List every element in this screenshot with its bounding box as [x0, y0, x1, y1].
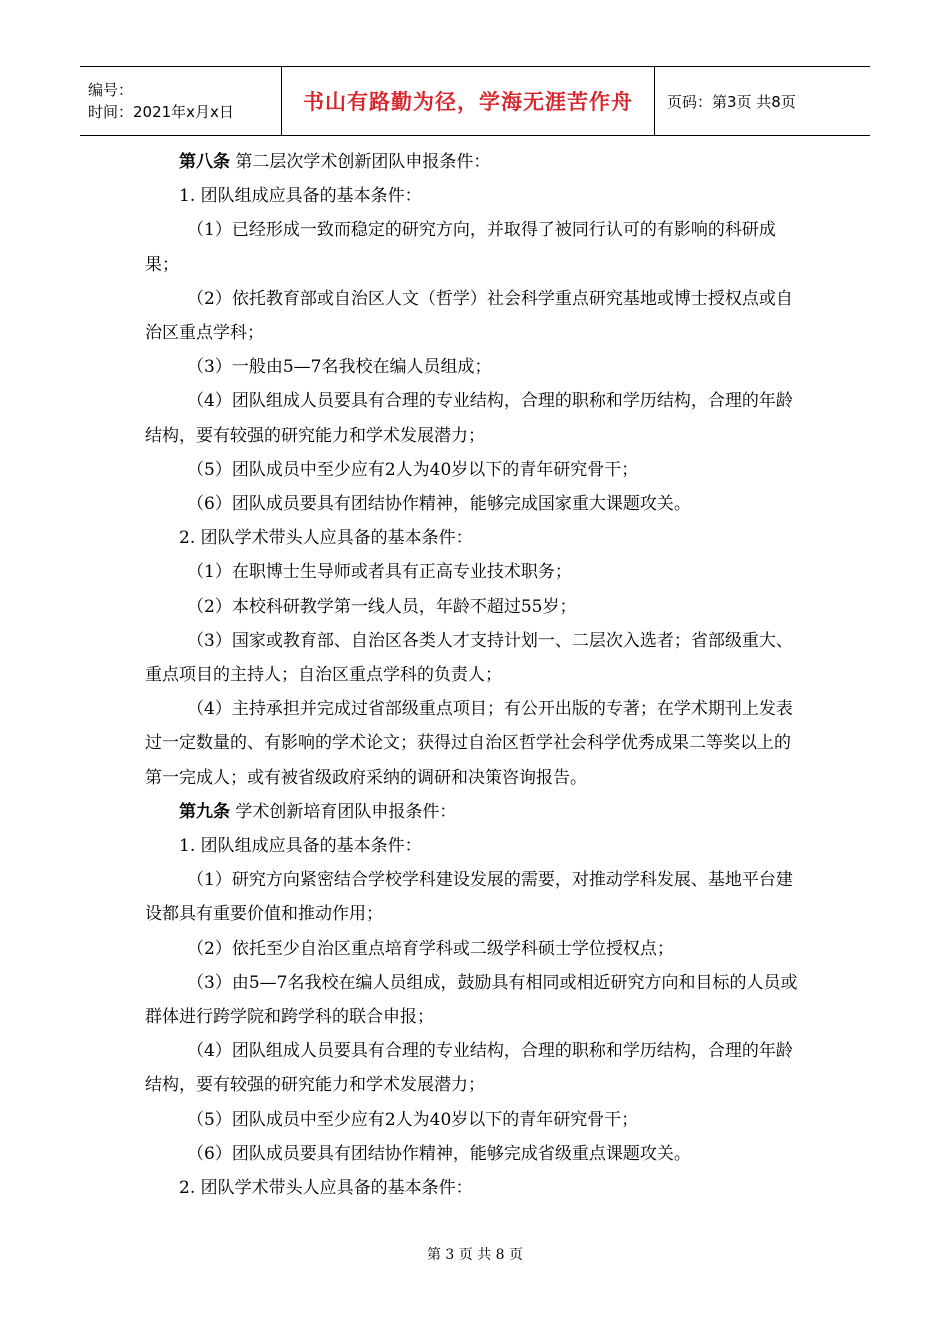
article-8-section-2: 2. 团队学术带头人应具备的基本条件：	[179, 528, 473, 549]
article-9-section-1-item-1: （1）研究方向紧密结合学校学科建设发展的需要，对推动学科发展、基地平台建设都具有重要价值和推动作用；	[145, 870, 793, 925]
article-9-title: 第九条	[179, 801, 230, 822]
article-8-section-2-item-4: （4）主持承担并完成过省部级重点项目；有公开出版的专著；在学术期刊上发表过一定数量的、有影响的学术论文；获得过自治区哲学社会科学优秀成果二等奖以上的第一完成人；或有被省级政府采纳的调研和决策咨询报告。	[145, 699, 793, 788]
article-8-section-1-item-2: （2）依托教育部或自治区人文（哲学）社会科学重点研究基地或博士授权点或自治区重点学科；	[145, 288, 793, 344]
header-motto-cell	[281, 67, 655, 135]
article-9-section-1-item-3: （3）由5—7名我校在编人员组成，鼓励具有相同或相近研究方向和目标的人员或群体进行跨学院和跨学科的联合申报；	[145, 972, 798, 1028]
article-9-section-1-item-4: （4）团队组成人员要具有合理的专业结构，合理的职称和学历结构，合理的年龄结构，要有较强的研究能力和学术发展潜力；	[145, 1041, 793, 1096]
document-number-label: 编号：	[88, 81, 134, 99]
header-motto: 书山有路勤为径，学海无涯苦作舟	[303, 90, 633, 114]
page-footer: 第 3 页 共 8 页	[426, 1247, 524, 1263]
article-8-section-1-item-4: （4）团队组成人员要具有合理的专业结构，合理的职称和学历结构，合理的年龄结构，要有较强的研究能力和学术发展潜力；	[145, 391, 793, 446]
article-8-section-2-item-3: （3）国家或教育部、自治区各类人才支持计划一、二层次入选者；省部级重大、重点项目的主持人；自治区重点学科的负责人；	[145, 630, 793, 686]
article-8-section-1: 1. 团队组成应具备的基本条件：	[179, 186, 422, 207]
document-body	[145, 145, 805, 1205]
article-9-heading	[145, 795, 805, 829]
document-date-label: 时间：2021年x月x日	[88, 103, 234, 121]
article-9-section-1-item-5: （5）团队成员中至少应有2人为40岁以下的青年研究骨干；	[187, 1109, 639, 1130]
header-left-cell	[80, 67, 281, 135]
article-8-section-1-item-5: （5）团队成员中至少应有2人为40岁以下的青年研究骨干；	[187, 459, 639, 480]
article-9-section-1: 1. 团队组成应具备的基本条件：	[179, 836, 422, 857]
header-right-cell	[655, 67, 870, 135]
page-header	[80, 66, 870, 136]
article-8-section-2-item-1: （1）在职博士生导师或者具有正高专业技术职务；	[187, 562, 572, 583]
article-9-text: 学术创新培育团队申报条件：	[235, 801, 457, 822]
article-8-section-1-item-1: （1）已经形成一致而稳定的研究方向，并取得了被同行认可的有影响的科研成果；	[145, 220, 776, 275]
article-8-title: 第八条	[179, 152, 230, 172]
article-9-section-1-item-6: （6）团队成员要具有团结协作精神，能够完成省级重点课题攻关。	[187, 1143, 691, 1164]
article-8-text: 第二层次学术创新团队申报条件：	[235, 152, 491, 172]
article-8-section-2-item-2: （2）本校科研教学第一线人员，年龄不超过55岁；	[187, 596, 577, 617]
article-8-heading	[145, 145, 805, 179]
article-9-section-2: 2. 团队学术带头人应具备的基本条件：	[179, 1178, 473, 1199]
article-8-section-1-item-3: （3）一般由5—7名我校在编人员组成；	[187, 357, 492, 378]
article-9-section-1-item-2: （2）依托至少自治区重点培育学科或二级学科硕士学位授权点；	[187, 938, 674, 959]
header-page-number: 页码：第3页 共8页	[667, 92, 796, 111]
article-8-section-1-item-6: （6）团队成员要具有团结协作精神，能够完成国家重大课题攻关。	[187, 494, 691, 515]
